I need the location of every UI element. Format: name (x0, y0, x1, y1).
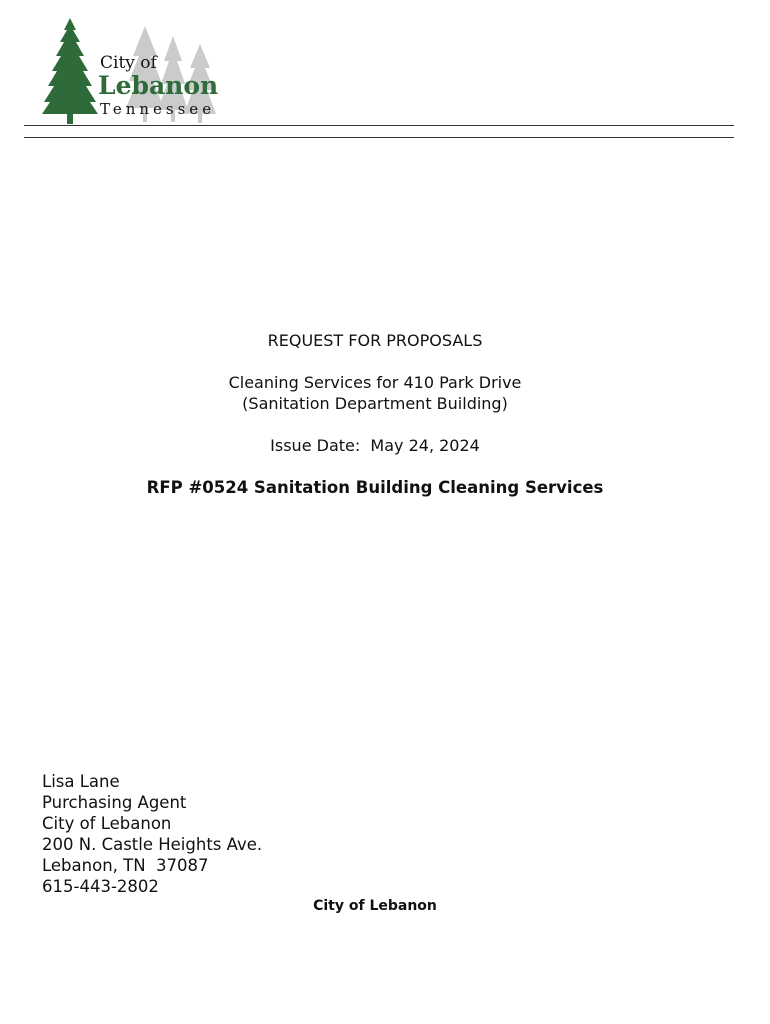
issue-date-line (0, 435, 750, 456)
header-rule-top (24, 125, 734, 126)
service-title (0, 372, 750, 414)
contact-city-state-zip: Lebanon, TN 37087 (42, 856, 209, 875)
footer-organization: City of Lebanon (313, 898, 437, 914)
contact-organization: City of Lebanon (42, 814, 172, 833)
rfp-title: RFP #0524 Sanitation Building Cleaning Services (146, 478, 604, 497)
rfp-heading: REQUEST FOR PROPOSALS (267, 331, 483, 350)
contact-phone: 615-443-2802 (42, 877, 159, 896)
green-pine-tree-icon (42, 18, 98, 124)
issue-date-label: Issue Date: (270, 436, 361, 455)
contact-title: Purchasing Agent (42, 793, 187, 812)
service-line-2: (Sanitation Department Building) (242, 394, 508, 413)
logo-lebanon: Lebanon (98, 71, 219, 100)
contact-street: 200 N. Castle Heights Ave. (42, 835, 263, 854)
city-logo (40, 16, 240, 126)
service-line-1: Cleaning Services for 410 Park Drive (228, 373, 522, 392)
contact-block (42, 771, 262, 897)
header-rule-bottom (24, 137, 734, 138)
contact-name: Lisa Lane (42, 772, 120, 791)
issue-date-value: May 24, 2024 (370, 436, 480, 455)
logo-city-of: City of (100, 53, 157, 73)
logo-tennessee: Tennessee (100, 100, 216, 118)
pine-trees-logo (40, 16, 240, 126)
